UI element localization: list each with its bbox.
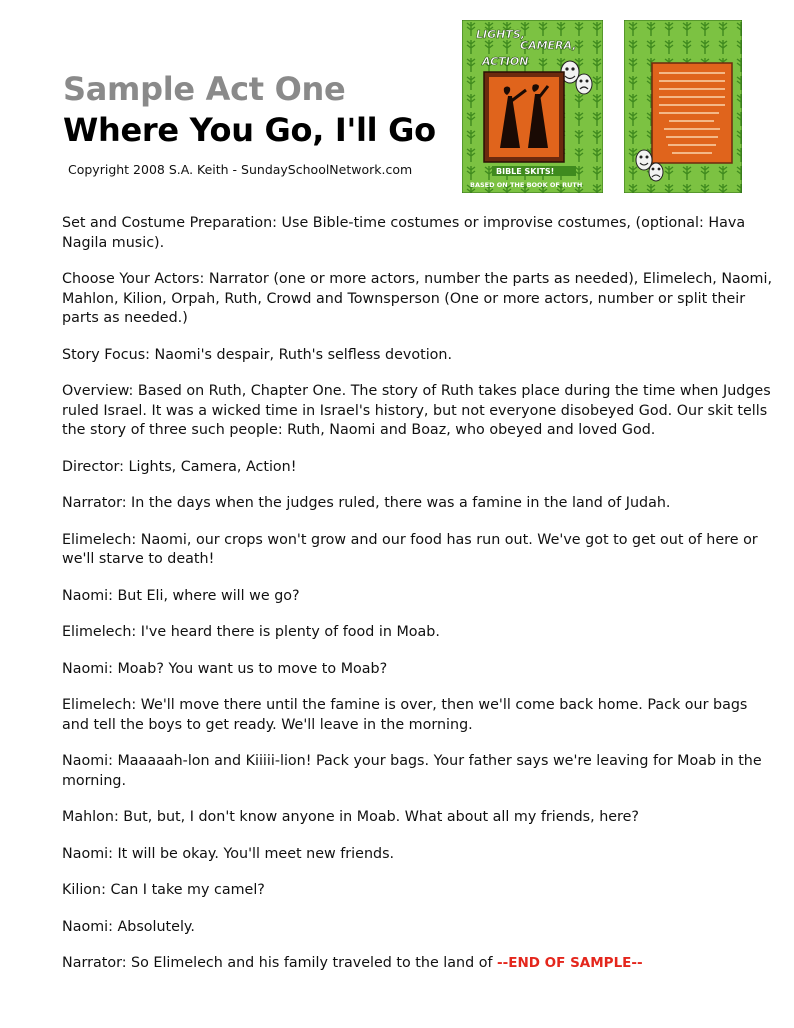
- end-of-sample-note: --END OF SAMPLE--: [497, 955, 643, 971]
- dialogue-line: Kilion: Can I take my camel?: [62, 882, 265, 898]
- paragraph-actors: Choose Your Actors: Narrator (one or more actors, number the parts as needed), Elimelech, Naomi, Mahlon, Kilion, Orpah, Ruth, Crowd and Townsperson (One or more actors, number or split their parts as needed.): [62, 271, 772, 326]
- script-body: [62, 214, 778, 991]
- dialogue-line: Naomi: But Eli, where will we go?: [62, 587, 300, 604]
- dialogue-line: Naomi: Absolutely.: [62, 918, 195, 935]
- cover-title-line-3: ACTION: [482, 55, 529, 68]
- book-cover-back: [624, 20, 742, 193]
- dialogue-line: Naomi: Maaaaah-lon and Kiiiii-lion! Pack your bags. Your father says we're leaving for Moab in the morning.: [62, 753, 762, 789]
- dialogue-line: Director: Lights, Camera, Action!: [62, 458, 297, 475]
- cover-footer: BASED ON THE BOOK OF RUTH: [470, 181, 583, 189]
- book-cover-front: [462, 20, 603, 193]
- copyright-notice: Copyright 2008 S.A. Keith - SundaySchoolNetwork.com: [68, 162, 413, 177]
- cover-banner: BIBLE SKITS!: [496, 167, 555, 176]
- dialogue-line: Mahlon: But, but, I don't know anyone in Moab. What about all my friends, here?: [62, 809, 640, 825]
- cover-title-line-2: CAMERA,: [520, 39, 577, 52]
- page-title: Where You Go, I'll Go: [63, 111, 436, 149]
- sample-act-label: Sample Act One: [63, 70, 346, 108]
- dialogue-line: Elimelech: I've heard there is plenty of food in Moab.: [62, 624, 440, 640]
- dialogue-line: Naomi: It will be okay. You'll meet new friends.: [62, 845, 395, 862]
- paragraph-set-costume: Set and Costume Preparation: Use Bible-time costumes or improvise costumes, (optional: Hava Nagila music).: [62, 215, 746, 251]
- paragraph-overview: Overview: Based on Ruth, Chapter One. The story of Ruth takes place during the time when Judges ruled Israel. It was a wicked time in Israel's history, but not everyone disobeyed God. Our skit tells the story of three such people: Ruth, Naomi and Boaz, who obeyed and loved God.: [62, 383, 771, 438]
- paragraph-story-focus: Story Focus: Naomi's despair, Ruth's selfless devotion.: [62, 346, 453, 363]
- dialogue-line: Elimelech: Naomi, our crops won't grow and our food has run out. We've got to get out of here or we'll starve to death!: [62, 531, 758, 567]
- cover-title-line-1: LIGHTS,: [476, 28, 525, 41]
- dialogue-line: Narrator: In the days when the judges ruled, there was a famine in the land of Judah.: [62, 495, 671, 511]
- final-dialogue-line: [62, 954, 778, 974]
- dialogue-line: Naomi: Moab? You want us to move to Moab?: [62, 660, 388, 677]
- dialogue-line: Elimelech: We'll move there until the famine is over, then we'll come back home. Pack our bags and tell the boys to get ready. We'll leave in the morning.: [62, 697, 748, 733]
- final-line-text: Narrator: So Elimelech and his family traveled to the land of: [62, 955, 493, 971]
